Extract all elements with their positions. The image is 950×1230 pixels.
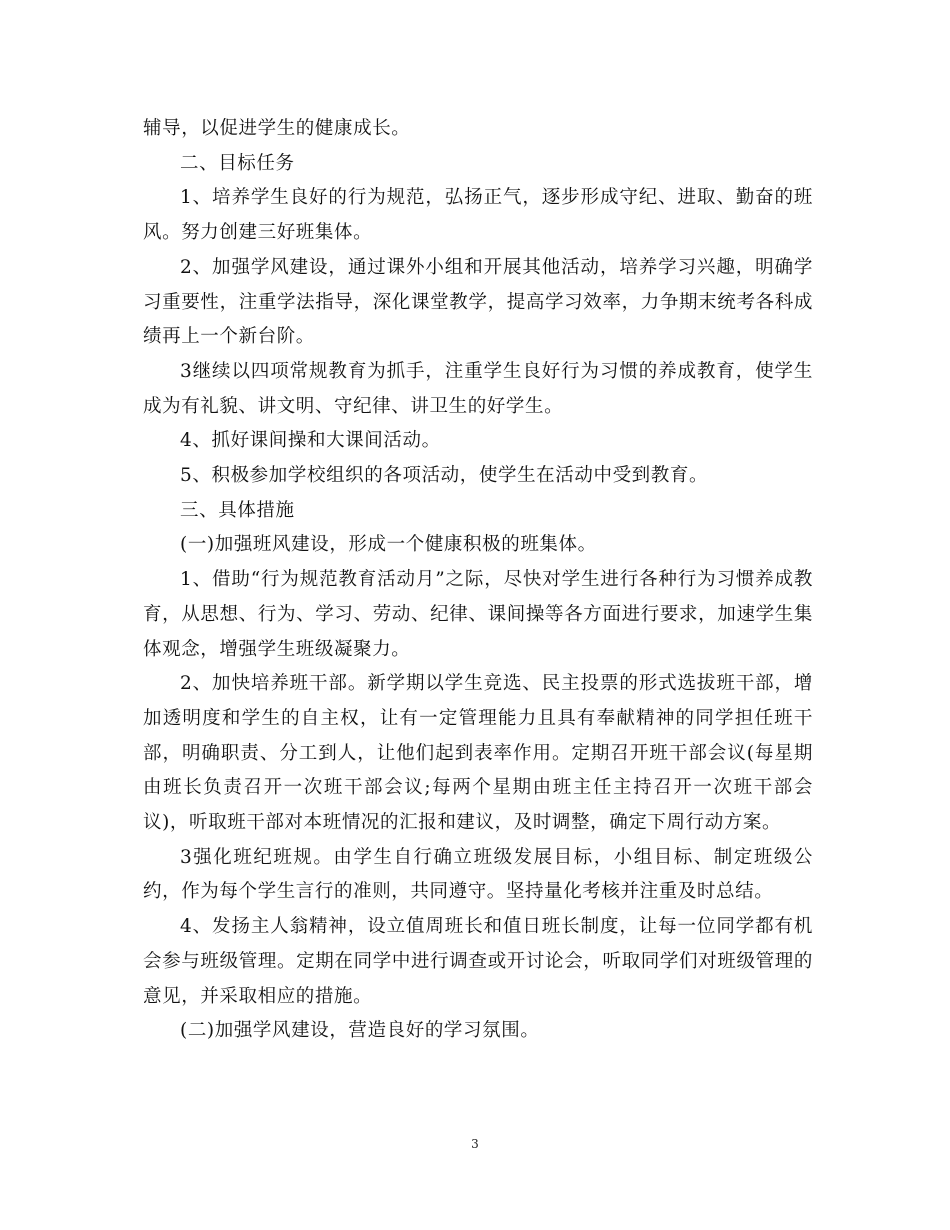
paragraph-continuation: 辅导，以促进学生的健康成长。 bbox=[143, 118, 411, 139]
goal-item-2: 2、加强学风建设，通过课外小组和开展其他活动，培养学习兴趣，明确学习重要性，注重学法指导，深化课堂教学，提高学习效率，力争期末统考各科成绩再上一个新台阶。 bbox=[143, 256, 813, 348]
section-heading-goals: 二、目标任务 bbox=[180, 152, 295, 174]
goal-item-5: 5、积极参加学校组织的各项活动，使学生在活动中受到教育。 bbox=[180, 465, 709, 487]
measure-item-1: 1、借助“行为规范教育活动月”之际，尽快对学生进行各种行为习惯养成教育，从思想、行为、学习、劳动、纪律、课间操等各方面进行要求，加速学生集体观念，增强学生班级凝聚力。 bbox=[143, 569, 813, 660]
measure-item-2: 2、加快培养班干部。新学期以学生竞选、民主投票的形式选拔班干部，增加透明度和学生的自主权，让有一定管理能力且具有奉献精神的同学担任班干部，明确职责、分工到人，让他们起到表率作用。定期召开班干部会议(每星期由班长负责召开一次班干部会议;每两个星期由班主任主持召开一次班干部会议)，听取班干部对本班情况的汇报和建议，及时调整，确定下周行动方案。 bbox=[143, 673, 813, 834]
document-body bbox=[143, 112, 813, 1049]
subsection-heading-study-style: (二)加强学风建设，营造良好的学习氛围。 bbox=[180, 1020, 540, 1042]
section-heading-measures: 三、具体措施 bbox=[180, 499, 295, 521]
goal-item-1: 1、培养学生良好的行为规范，弘扬正气，逐步形成守纪、进取、勤奋的班风。努力创建三好班集体。 bbox=[143, 187, 813, 244]
goal-item-3: 3继续以四项常规教育为抓手，注重学生良好行为习惯的养成教育，使学生成为有礼貌、讲文明、守纪律、讲卫生的好学生。 bbox=[143, 360, 813, 417]
measure-item-3: 3强化班纪班规。由学生自行确立班级发展目标，小组目标、制定班级公约，作为每个学生言行的准则，共同遵守。坚持量化考核并注重及时总结。 bbox=[143, 846, 813, 903]
measure-item-4: 4、发扬主人翁精神，设立值周班长和值日班长制度，让每一位同学都有机会参与班级管理。定期在同学中进行调查或开讨论会，听取同学们对班级管理的意见，并采取相应的措施。 bbox=[143, 916, 813, 1007]
subsection-heading-class-spirit: (一)加强班风建设，形成一个健康积极的班集体。 bbox=[180, 534, 597, 556]
goal-item-4: 4、抓好课间操和大课间活动。 bbox=[180, 430, 441, 452]
page-number: 3 bbox=[471, 1137, 479, 1151]
